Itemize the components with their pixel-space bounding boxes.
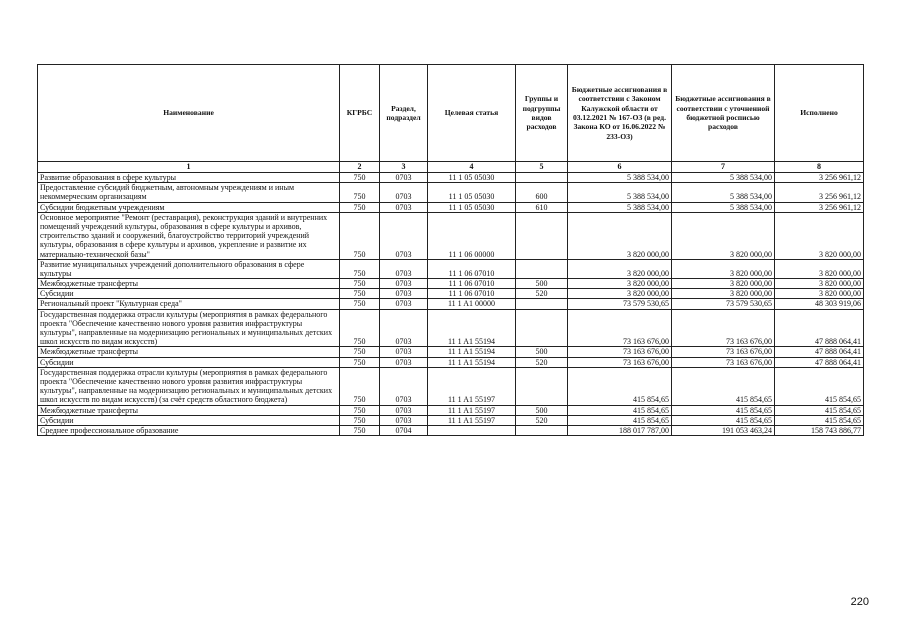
cell-target-article: 11 1 A1 55194 — [428, 347, 516, 357]
header-refined-allocations: Бюджетные ассигнования в соответствии с уточненной бюджетной росписью расходов — [672, 65, 775, 162]
cell-refined-allocation: 415 854,65 — [672, 415, 775, 425]
cell-target-article: 11 1 A1 00000 — [428, 299, 516, 309]
cell-name: Субсидии — [38, 357, 340, 367]
cell-target-article: 11 1 06 07010 — [428, 279, 516, 289]
cell-name: Развитие образования в сфере культуры — [38, 173, 340, 183]
cell-refined-allocation: 3 820 000,00 — [672, 289, 775, 299]
cell-target-article: 11 1 05 05030 — [428, 173, 516, 183]
header-target-article: Целевая статья — [428, 65, 516, 162]
cell-target-article: 11 1 05 05030 — [428, 202, 516, 212]
cell-refined-allocation: 415 854,65 — [672, 405, 775, 415]
cell-expense-group — [516, 259, 568, 278]
cell-name: Межбюджетные трансферты — [38, 279, 340, 289]
column-number: 6 — [568, 162, 672, 173]
table-row — [38, 367, 864, 405]
cell-kgrbs: 750 — [340, 259, 380, 278]
table-row — [38, 289, 864, 299]
table-row — [38, 173, 864, 183]
column-number: 2 — [340, 162, 380, 173]
cell-law-allocation: 73 163 676,00 — [568, 309, 672, 347]
cell-section: 0703 — [380, 259, 428, 278]
table-row — [38, 415, 864, 425]
cell-law-allocation: 415 854,65 — [568, 367, 672, 405]
cell-refined-allocation: 73 579 530,65 — [672, 299, 775, 309]
cell-executed: 415 854,65 — [775, 367, 864, 405]
cell-executed: 415 854,65 — [775, 415, 864, 425]
column-number-row — [38, 162, 864, 173]
header-name: Наименование — [38, 65, 340, 162]
cell-section: 0703 — [380, 279, 428, 289]
header-section: Раздел, подраздел — [380, 65, 428, 162]
cell-name: Межбюджетные трансферты — [38, 405, 340, 415]
cell-executed: 3 820 000,00 — [775, 212, 864, 259]
cell-refined-allocation: 415 854,65 — [672, 367, 775, 405]
cell-section: 0703 — [380, 309, 428, 347]
cell-section: 0703 — [380, 357, 428, 367]
cell-executed: 3 256 961,12 — [775, 173, 864, 183]
cell-expense-group: 500 — [516, 347, 568, 357]
cell-law-allocation: 3 820 000,00 — [568, 289, 672, 299]
cell-kgrbs: 750 — [340, 309, 380, 347]
cell-target-article: 11 1 A1 55194 — [428, 357, 516, 367]
cell-expense-group: 600 — [516, 183, 568, 202]
cell-section: 0703 — [380, 347, 428, 357]
header-kgrbs: КГРБС — [340, 65, 380, 162]
cell-target-article: 11 1 06 07010 — [428, 289, 516, 299]
cell-kgrbs: 750 — [340, 367, 380, 405]
cell-target-article: 11 1 06 00000 — [428, 212, 516, 259]
cell-law-allocation: 73 163 676,00 — [568, 357, 672, 367]
cell-section: 0703 — [380, 202, 428, 212]
cell-executed: 47 888 064,41 — [775, 309, 864, 347]
cell-expense-group: 520 — [516, 357, 568, 367]
cell-name: Развитие муниципальных учреждений дополнительного образования в сфере культуры — [38, 259, 340, 278]
cell-executed: 47 888 064,41 — [775, 347, 864, 357]
cell-law-allocation: 73 579 530,65 — [568, 299, 672, 309]
cell-name: Субсидии бюджетным учреждениям — [38, 202, 340, 212]
table-row — [38, 299, 864, 309]
cell-section: 0703 — [380, 289, 428, 299]
cell-expense-group — [516, 299, 568, 309]
cell-law-allocation: 73 163 676,00 — [568, 347, 672, 357]
cell-expense-group — [516, 367, 568, 405]
header-expense-groups: Группы и подгруппы видов расходов — [516, 65, 568, 162]
cell-law-allocation: 5 388 534,00 — [568, 173, 672, 183]
cell-executed: 3 256 961,12 — [775, 183, 864, 202]
cell-refined-allocation: 5 388 534,00 — [672, 173, 775, 183]
cell-kgrbs: 750 — [340, 212, 380, 259]
cell-kgrbs: 750 — [340, 183, 380, 202]
table-row — [38, 309, 864, 347]
cell-target-article — [428, 425, 516, 435]
table-row — [38, 183, 864, 202]
cell-expense-group — [516, 425, 568, 435]
table-row — [38, 357, 864, 367]
cell-expense-group — [516, 212, 568, 259]
cell-expense-group: 520 — [516, 289, 568, 299]
cell-kgrbs: 750 — [340, 173, 380, 183]
cell-law-allocation: 5 388 534,00 — [568, 183, 672, 202]
cell-section: 0703 — [380, 405, 428, 415]
column-number: 5 — [516, 162, 568, 173]
cell-kgrbs: 750 — [340, 289, 380, 299]
cell-refined-allocation: 5 388 534,00 — [672, 202, 775, 212]
budget-table — [37, 64, 864, 436]
cell-expense-group — [516, 309, 568, 347]
cell-kgrbs: 750 — [340, 202, 380, 212]
cell-expense-group — [516, 173, 568, 183]
table-row — [38, 347, 864, 357]
cell-name: Основное мероприятие "Ремонт (реставрация), реконструкция зданий и внутренних помещений учреждений культуры, образования в сфере культуры и архивов, строительство зданий и сооружений, благоустройство территорий учреждений культуры, образования в сфере культуры и архивов, укрепление и развитие их материально-технической базы" — [38, 212, 340, 259]
cell-executed: 158 743 886,77 — [775, 425, 864, 435]
cell-law-allocation: 3 820 000,00 — [568, 212, 672, 259]
cell-name: Государственная поддержка отрасли культуры (мероприятия в рамках федерального проекта "Обеспечение качественно нового уровня развития инфраструктуры культуры", направленные на модернизацию региональных и муниципальных детских школ искусств по видам искусств) — [38, 309, 340, 347]
cell-name: Межбюджетные трансферты — [38, 347, 340, 357]
cell-refined-allocation: 3 820 000,00 — [672, 259, 775, 278]
cell-law-allocation: 415 854,65 — [568, 405, 672, 415]
cell-name: Региональный проект "Культурная среда" — [38, 299, 340, 309]
table-row — [38, 425, 864, 435]
column-number: 7 — [672, 162, 775, 173]
cell-executed: 48 303 919,06 — [775, 299, 864, 309]
cell-expense-group: 500 — [516, 279, 568, 289]
cell-law-allocation: 188 017 787,00 — [568, 425, 672, 435]
cell-refined-allocation: 3 820 000,00 — [672, 279, 775, 289]
table-row — [38, 279, 864, 289]
cell-law-allocation: 3 820 000,00 — [568, 279, 672, 289]
cell-kgrbs: 750 — [340, 347, 380, 357]
table-row — [38, 405, 864, 415]
table-row — [38, 259, 864, 278]
table-body — [38, 173, 864, 436]
cell-section: 0703 — [380, 212, 428, 259]
cell-executed: 3 820 000,00 — [775, 289, 864, 299]
cell-kgrbs: 750 — [340, 405, 380, 415]
cell-refined-allocation: 3 820 000,00 — [672, 212, 775, 259]
cell-executed: 47 888 064,41 — [775, 357, 864, 367]
cell-target-article: 11 1 A1 55197 — [428, 415, 516, 425]
cell-law-allocation: 3 820 000,00 — [568, 259, 672, 278]
cell-target-article: 11 1 A1 55197 — [428, 405, 516, 415]
cell-kgrbs: 750 — [340, 415, 380, 425]
cell-section: 0703 — [380, 415, 428, 425]
cell-law-allocation: 415 854,65 — [568, 415, 672, 425]
cell-kgrbs: 750 — [340, 357, 380, 367]
cell-name: Субсидии — [38, 415, 340, 425]
cell-executed: 3 820 000,00 — [775, 259, 864, 278]
cell-target-article: 11 1 A1 55194 — [428, 309, 516, 347]
cell-kgrbs: 750 — [340, 425, 380, 435]
header-law-allocations: Бюджетные ассигнования в соответствии с Законом Калужской области от 03.12.2021 № 167-ОЗ (в ред. Закона КО от 16.06.2022 № 233-ОЗ) — [568, 65, 672, 162]
cell-law-allocation: 5 388 534,00 — [568, 202, 672, 212]
cell-executed: 3 820 000,00 — [775, 279, 864, 289]
table-row — [38, 202, 864, 212]
cell-name: Предоставление субсидий бюджетным, автономным учреждениям и иным некоммерческим организациям — [38, 183, 340, 202]
cell-target-article: 11 1 05 05030 — [428, 183, 516, 202]
table-header — [38, 65, 864, 173]
cell-expense-group: 520 — [516, 415, 568, 425]
cell-refined-allocation: 191 053 463,24 — [672, 425, 775, 435]
cell-section: 0703 — [380, 173, 428, 183]
cell-refined-allocation: 73 163 676,00 — [672, 347, 775, 357]
header-row — [38, 65, 864, 162]
cell-section: 0703 — [380, 183, 428, 202]
cell-target-article: 11 1 06 07010 — [428, 259, 516, 278]
cell-expense-group: 500 — [516, 405, 568, 415]
cell-refined-allocation: 73 163 676,00 — [672, 309, 775, 347]
cell-kgrbs: 750 — [340, 279, 380, 289]
cell-name: Государственная поддержка отрасли культуры (мероприятия в рамках федерального проекта "Обеспечение качественно нового уровня развития инфраструктуры культуры", направленные на модернизацию региональных и муниципальных детских школ искусств по видам искусств) (за счёт средств областного бюджета) — [38, 367, 340, 405]
header-executed: Исполнено — [775, 65, 864, 162]
column-number: 4 — [428, 162, 516, 173]
cell-section: 0703 — [380, 299, 428, 309]
cell-target-article: 11 1 A1 55197 — [428, 367, 516, 405]
cell-refined-allocation: 73 163 676,00 — [672, 357, 775, 367]
column-number: 8 — [775, 162, 864, 173]
cell-executed: 3 256 961,12 — [775, 202, 864, 212]
page-number: 220 — [850, 596, 869, 608]
cell-executed: 415 854,65 — [775, 405, 864, 415]
column-number: 1 — [38, 162, 340, 173]
cell-expense-group: 610 — [516, 202, 568, 212]
cell-refined-allocation: 5 388 534,00 — [672, 183, 775, 202]
cell-name: Субсидии — [38, 289, 340, 299]
table-row — [38, 212, 864, 259]
cell-section: 0704 — [380, 425, 428, 435]
column-number: 3 — [380, 162, 428, 173]
cell-name: Среднее профессиональное образование — [38, 425, 340, 435]
cell-section: 0703 — [380, 367, 428, 405]
cell-kgrbs: 750 — [340, 299, 380, 309]
